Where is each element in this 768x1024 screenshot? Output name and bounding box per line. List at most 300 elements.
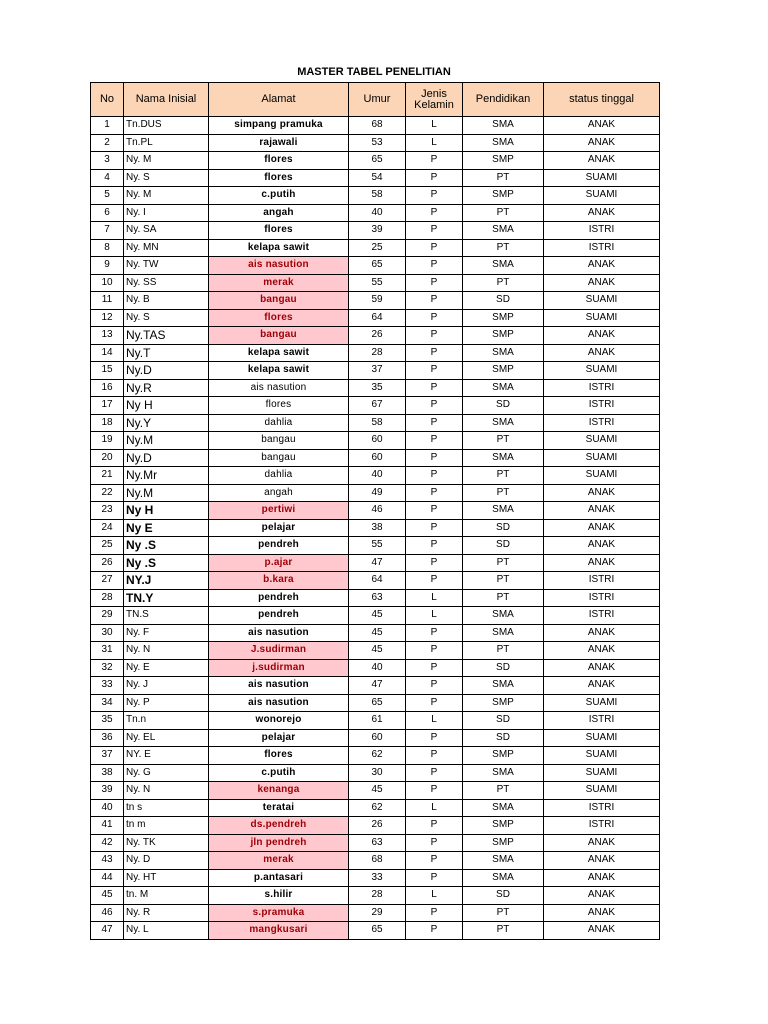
- row-nama-inisial: Ny. M: [124, 187, 209, 205]
- row-nama-inisial: Ny .S: [124, 537, 209, 555]
- row-nama-inisial: Ny. G: [124, 764, 209, 782]
- row-jenis-kelamin: P: [406, 834, 463, 852]
- row-umur: 60: [349, 449, 406, 467]
- row-alamat: flores: [209, 747, 349, 765]
- row-status-tinggal: ANAK: [544, 869, 660, 887]
- table-row: [91, 729, 660, 747]
- row-umur: 28: [349, 887, 406, 905]
- row-umur: 60: [349, 432, 406, 450]
- row-no: 26: [91, 554, 124, 572]
- row-alamat: ais nasution: [209, 677, 349, 695]
- row-no: 37: [91, 747, 124, 765]
- row-umur: 40: [349, 659, 406, 677]
- row-status-tinggal: ANAK: [544, 204, 660, 222]
- table-row: [91, 572, 660, 590]
- row-status-tinggal: ANAK: [544, 117, 660, 135]
- row-status-tinggal: SUAMI: [544, 694, 660, 712]
- row-nama-inisial: Ny. M: [124, 152, 209, 170]
- row-no: 25: [91, 537, 124, 555]
- header-jenis-kelamin-line2: Kelamin: [414, 98, 454, 111]
- row-jenis-kelamin: P: [406, 554, 463, 572]
- row-jenis-kelamin: P: [406, 869, 463, 887]
- row-nama-inisial: Tn.PL: [124, 134, 209, 152]
- row-pendidikan: SMA: [463, 449, 544, 467]
- row-jenis-kelamin: P: [406, 397, 463, 415]
- row-status-tinggal: ANAK: [544, 554, 660, 572]
- row-pendidikan: SD: [463, 519, 544, 537]
- row-no: 12: [91, 309, 124, 327]
- row-status-tinggal: SUAMI: [544, 187, 660, 205]
- row-status-tinggal: ANAK: [544, 922, 660, 940]
- table-row: [91, 659, 660, 677]
- row-jenis-kelamin: P: [406, 222, 463, 240]
- row-pendidikan: SMP: [463, 152, 544, 170]
- row-jenis-kelamin: P: [406, 257, 463, 275]
- row-umur: 61: [349, 712, 406, 730]
- row-umur: 37: [349, 362, 406, 380]
- row-jenis-kelamin: P: [406, 677, 463, 695]
- row-status-tinggal: SUAMI: [544, 747, 660, 765]
- row-alamat: pendreh: [209, 537, 349, 555]
- table-row: [91, 187, 660, 205]
- row-umur: 58: [349, 187, 406, 205]
- row-no: 8: [91, 239, 124, 257]
- table-row: [91, 607, 660, 625]
- row-alamat: flores: [209, 222, 349, 240]
- row-umur: 67: [349, 397, 406, 415]
- row-pendidikan: SMA: [463, 502, 544, 520]
- row-umur: 65: [349, 922, 406, 940]
- header-status-tinggal: status tinggal: [544, 83, 660, 117]
- row-status-tinggal: ISTRI: [544, 239, 660, 257]
- row-alamat: kelapa sawit: [209, 362, 349, 380]
- row-umur: 45: [349, 607, 406, 625]
- row-umur: 62: [349, 747, 406, 765]
- row-nama-inisial: Ny H: [124, 397, 209, 415]
- row-jenis-kelamin: P: [406, 537, 463, 555]
- row-jenis-kelamin: P: [406, 624, 463, 642]
- row-nama-inisial: Ny.Mr: [124, 467, 209, 485]
- row-status-tinggal: SUAMI: [544, 467, 660, 485]
- row-status-tinggal: SUAMI: [544, 169, 660, 187]
- row-status-tinggal: SUAMI: [544, 782, 660, 800]
- row-jenis-kelamin: P: [406, 204, 463, 222]
- row-jenis-kelamin: P: [406, 362, 463, 380]
- row-jenis-kelamin: P: [406, 449, 463, 467]
- table-row: [91, 134, 660, 152]
- row-umur: 63: [349, 834, 406, 852]
- row-nama-inisial: Ny H: [124, 502, 209, 520]
- row-umur: 30: [349, 764, 406, 782]
- row-pendidikan: SMP: [463, 747, 544, 765]
- row-jenis-kelamin: P: [406, 344, 463, 362]
- row-pendidikan: SMP: [463, 309, 544, 327]
- row-no: 10: [91, 274, 124, 292]
- table-row: [91, 397, 660, 415]
- table-row: [91, 344, 660, 362]
- row-alamat: J.sudirman: [209, 642, 349, 660]
- row-pendidikan: PT: [463, 204, 544, 222]
- table-row: [91, 677, 660, 695]
- row-pendidikan: SMP: [463, 362, 544, 380]
- row-pendidikan: SMP: [463, 834, 544, 852]
- row-alamat: bangau: [209, 292, 349, 310]
- row-jenis-kelamin: P: [406, 817, 463, 835]
- row-alamat: merak: [209, 852, 349, 870]
- row-no: 22: [91, 484, 124, 502]
- row-umur: 47: [349, 677, 406, 695]
- row-jenis-kelamin: P: [406, 904, 463, 922]
- table-row: [91, 117, 660, 135]
- table-row: [91, 922, 660, 940]
- row-pendidikan: SMA: [463, 869, 544, 887]
- row-alamat: bangau: [209, 327, 349, 345]
- row-jenis-kelamin: P: [406, 572, 463, 590]
- row-status-tinggal: ISTRI: [544, 589, 660, 607]
- row-nama-inisial: NY.J: [124, 572, 209, 590]
- row-no: 23: [91, 502, 124, 520]
- row-umur: 68: [349, 852, 406, 870]
- row-umur: 33: [349, 869, 406, 887]
- row-umur: 54: [349, 169, 406, 187]
- row-nama-inisial: Ny. MN: [124, 239, 209, 257]
- row-status-tinggal: SUAMI: [544, 292, 660, 310]
- row-alamat: dahlia: [209, 467, 349, 485]
- row-alamat: kelapa sawit: [209, 239, 349, 257]
- row-umur: 53: [349, 134, 406, 152]
- row-no: 31: [91, 642, 124, 660]
- row-jenis-kelamin: P: [406, 922, 463, 940]
- row-jenis-kelamin: L: [406, 589, 463, 607]
- row-alamat: ais nasution: [209, 694, 349, 712]
- row-alamat: s.pramuka: [209, 904, 349, 922]
- header-no: No: [91, 83, 124, 117]
- row-nama-inisial: Ny. N: [124, 782, 209, 800]
- row-nama-inisial: Ny. D: [124, 852, 209, 870]
- row-pendidikan: SMA: [463, 222, 544, 240]
- row-nama-inisial: Ny. EL: [124, 729, 209, 747]
- row-alamat: pendreh: [209, 589, 349, 607]
- row-nama-inisial: Ny. L: [124, 922, 209, 940]
- table-row: [91, 309, 660, 327]
- table-title: MASTER TABEL PENELITIAN: [297, 66, 451, 78]
- table-row: [91, 519, 660, 537]
- table-row: [91, 502, 660, 520]
- row-no: 39: [91, 782, 124, 800]
- row-status-tinggal: ANAK: [544, 134, 660, 152]
- row-alamat: s.hilir: [209, 887, 349, 905]
- row-pendidikan: SMP: [463, 694, 544, 712]
- row-nama-inisial: Ny. P: [124, 694, 209, 712]
- row-jenis-kelamin: P: [406, 414, 463, 432]
- row-umur: 39: [349, 222, 406, 240]
- row-nama-inisial: Ny. I: [124, 204, 209, 222]
- row-umur: 60: [349, 729, 406, 747]
- row-pendidikan: PT: [463, 572, 544, 590]
- row-status-tinggal: ANAK: [544, 904, 660, 922]
- row-status-tinggal: ANAK: [544, 624, 660, 642]
- row-no: 6: [91, 204, 124, 222]
- row-pendidikan: SD: [463, 729, 544, 747]
- row-jenis-kelamin: P: [406, 309, 463, 327]
- row-no: 16: [91, 379, 124, 397]
- row-nama-inisial: tn. M: [124, 887, 209, 905]
- row-nama-inisial: NY. E: [124, 747, 209, 765]
- row-pendidikan: SMA: [463, 624, 544, 642]
- row-jenis-kelamin: P: [406, 782, 463, 800]
- row-nama-inisial: Ny .S: [124, 554, 209, 572]
- row-umur: 65: [349, 152, 406, 170]
- row-status-tinggal: SUAMI: [544, 432, 660, 450]
- row-alamat: c.putih: [209, 187, 349, 205]
- row-jenis-kelamin: L: [406, 887, 463, 905]
- row-jenis-kelamin: P: [406, 169, 463, 187]
- row-alamat: merak: [209, 274, 349, 292]
- row-no: 43: [91, 852, 124, 870]
- row-no: 15: [91, 362, 124, 380]
- row-nama-inisial: Ny. E: [124, 659, 209, 677]
- row-nama-inisial: Ny E: [124, 519, 209, 537]
- row-nama-inisial: Ny.M: [124, 432, 209, 450]
- row-alamat: bangau: [209, 449, 349, 467]
- row-status-tinggal: ANAK: [544, 537, 660, 555]
- row-no: 14: [91, 344, 124, 362]
- row-no: 33: [91, 677, 124, 695]
- row-no: 28: [91, 589, 124, 607]
- row-umur: 26: [349, 327, 406, 345]
- row-status-tinggal: ANAK: [544, 274, 660, 292]
- row-umur: 45: [349, 642, 406, 660]
- header-nama-inisial: Nama Inisial: [124, 83, 209, 117]
- row-no: 18: [91, 414, 124, 432]
- row-status-tinggal: SUAMI: [544, 309, 660, 327]
- row-status-tinggal: ANAK: [544, 642, 660, 660]
- row-no: 29: [91, 607, 124, 625]
- row-umur: 26: [349, 817, 406, 835]
- row-pendidikan: SMP: [463, 327, 544, 345]
- row-jenis-kelamin: L: [406, 712, 463, 730]
- table-row: [91, 467, 660, 485]
- table-row: [91, 274, 660, 292]
- row-nama-inisial: tn m: [124, 817, 209, 835]
- row-no: 35: [91, 712, 124, 730]
- row-status-tinggal: ANAK: [544, 834, 660, 852]
- row-status-tinggal: ANAK: [544, 484, 660, 502]
- row-nama-inisial: Tn.DUS: [124, 117, 209, 135]
- row-alamat: pendreh: [209, 607, 349, 625]
- row-pendidikan: PT: [463, 432, 544, 450]
- row-pendidikan: PT: [463, 484, 544, 502]
- row-umur: 45: [349, 624, 406, 642]
- row-no: 34: [91, 694, 124, 712]
- table-row: [91, 764, 660, 782]
- row-pendidikan: SMA: [463, 117, 544, 135]
- row-alamat: b.kara: [209, 572, 349, 590]
- row-jenis-kelamin: P: [406, 152, 463, 170]
- row-umur: 64: [349, 309, 406, 327]
- row-umur: 65: [349, 694, 406, 712]
- row-pendidikan: SMA: [463, 414, 544, 432]
- row-jenis-kelamin: L: [406, 117, 463, 135]
- table-row: [91, 432, 660, 450]
- row-pendidikan: SD: [463, 397, 544, 415]
- row-jenis-kelamin: P: [406, 747, 463, 765]
- header-jenis-kelamin: [406, 83, 463, 117]
- row-status-tinggal: ISTRI: [544, 607, 660, 625]
- row-jenis-kelamin: P: [406, 239, 463, 257]
- row-alamat: angah: [209, 484, 349, 502]
- row-alamat: flores: [209, 152, 349, 170]
- row-alamat: mangkusari: [209, 922, 349, 940]
- row-nama-inisial: tn s: [124, 799, 209, 817]
- row-alamat: p.antasari: [209, 869, 349, 887]
- row-status-tinggal: SUAMI: [544, 729, 660, 747]
- row-umur: 58: [349, 414, 406, 432]
- row-jenis-kelamin: P: [406, 432, 463, 450]
- row-status-tinggal: ANAK: [544, 659, 660, 677]
- row-no: 4: [91, 169, 124, 187]
- row-nama-inisial: Ny.D: [124, 449, 209, 467]
- row-umur: 45: [349, 782, 406, 800]
- row-jenis-kelamin: P: [406, 327, 463, 345]
- row-umur: 38: [349, 519, 406, 537]
- row-alamat: pelajar: [209, 519, 349, 537]
- row-pendidikan: SMA: [463, 134, 544, 152]
- row-jenis-kelamin: P: [406, 519, 463, 537]
- row-umur: 47: [349, 554, 406, 572]
- row-alamat: p.ajar: [209, 554, 349, 572]
- row-status-tinggal: ISTRI: [544, 799, 660, 817]
- row-nama-inisial: Ny. F: [124, 624, 209, 642]
- table-row: [91, 554, 660, 572]
- row-no: 36: [91, 729, 124, 747]
- row-jenis-kelamin: P: [406, 642, 463, 660]
- row-pendidikan: SMA: [463, 677, 544, 695]
- row-status-tinggal: ANAK: [544, 887, 660, 905]
- row-jenis-kelamin: P: [406, 659, 463, 677]
- table-row: [91, 642, 660, 660]
- row-nama-inisial: Ny. N: [124, 642, 209, 660]
- row-alamat: pertiwi: [209, 502, 349, 520]
- row-nama-inisial: Ny. HT: [124, 869, 209, 887]
- row-status-tinggal: ANAK: [544, 852, 660, 870]
- table-header: [91, 83, 660, 117]
- row-jenis-kelamin: P: [406, 852, 463, 870]
- table-row: [91, 589, 660, 607]
- table-row: [91, 887, 660, 905]
- table-row: [91, 852, 660, 870]
- header-jenis-kelamin-line1: Jenis: [421, 87, 447, 100]
- row-pendidikan: SMA: [463, 344, 544, 362]
- row-pendidikan: PT: [463, 589, 544, 607]
- row-jenis-kelamin: P: [406, 484, 463, 502]
- row-jenis-kelamin: L: [406, 134, 463, 152]
- row-no: 38: [91, 764, 124, 782]
- row-jenis-kelamin: P: [406, 694, 463, 712]
- row-alamat: c.putih: [209, 764, 349, 782]
- row-status-tinggal: ANAK: [544, 257, 660, 275]
- row-pendidikan: PT: [463, 782, 544, 800]
- row-no: 3: [91, 152, 124, 170]
- row-pendidikan: PT: [463, 467, 544, 485]
- row-nama-inisial: TN.S: [124, 607, 209, 625]
- row-status-tinggal: ANAK: [544, 152, 660, 170]
- row-umur: 35: [349, 379, 406, 397]
- row-umur: 40: [349, 467, 406, 485]
- table-row: [91, 799, 660, 817]
- row-nama-inisial: Ny. SS: [124, 274, 209, 292]
- row-nama-inisial: Ny. J: [124, 677, 209, 695]
- row-no: 40: [91, 799, 124, 817]
- table-row: [91, 537, 660, 555]
- row-umur: 40: [349, 204, 406, 222]
- row-no: 30: [91, 624, 124, 642]
- row-umur: 46: [349, 502, 406, 520]
- row-nama-inisial: Ny. B: [124, 292, 209, 310]
- row-umur: 64: [349, 572, 406, 590]
- row-no: 27: [91, 572, 124, 590]
- row-jenis-kelamin: L: [406, 799, 463, 817]
- row-no: 45: [91, 887, 124, 905]
- row-status-tinggal: ISTRI: [544, 414, 660, 432]
- row-no: 13: [91, 327, 124, 345]
- row-nama-inisial: Ny. S: [124, 169, 209, 187]
- row-alamat: simpang pramuka: [209, 117, 349, 135]
- row-jenis-kelamin: P: [406, 467, 463, 485]
- row-status-tinggal: ISTRI: [544, 817, 660, 835]
- row-nama-inisial: Ny.T: [124, 344, 209, 362]
- row-umur: 68: [349, 117, 406, 135]
- row-pendidikan: SD: [463, 659, 544, 677]
- table-row: [91, 834, 660, 852]
- row-umur: 65: [349, 257, 406, 275]
- row-pendidikan: SMP: [463, 817, 544, 835]
- row-alamat: j.sudirman: [209, 659, 349, 677]
- row-alamat: pelajar: [209, 729, 349, 747]
- table-row: [91, 327, 660, 345]
- table-row: [91, 152, 660, 170]
- row-status-tinggal: ISTRI: [544, 397, 660, 415]
- row-nama-inisial: Ny. S: [124, 309, 209, 327]
- row-alamat: jln pendreh: [209, 834, 349, 852]
- row-umur: 62: [349, 799, 406, 817]
- row-nama-inisial: Ny. TW: [124, 257, 209, 275]
- row-no: 46: [91, 904, 124, 922]
- row-no: 47: [91, 922, 124, 940]
- row-umur: 55: [349, 537, 406, 555]
- table-row: [91, 712, 660, 730]
- table-row: [91, 694, 660, 712]
- row-status-tinggal: ISTRI: [544, 379, 660, 397]
- row-umur: 55: [349, 274, 406, 292]
- row-alamat: rajawali: [209, 134, 349, 152]
- row-status-tinggal: ANAK: [544, 519, 660, 537]
- row-alamat: ais nasution: [209, 624, 349, 642]
- row-pendidikan: PT: [463, 642, 544, 660]
- row-alamat: flores: [209, 169, 349, 187]
- row-pendidikan: PT: [463, 922, 544, 940]
- row-alamat: flores: [209, 397, 349, 415]
- table-row: [91, 747, 660, 765]
- row-alamat: kenanga: [209, 782, 349, 800]
- row-no: 5: [91, 187, 124, 205]
- header-pendidikan: Pendidikan: [463, 83, 544, 117]
- row-pendidikan: PT: [463, 554, 544, 572]
- row-status-tinggal: ANAK: [544, 344, 660, 362]
- table-row: [91, 782, 660, 800]
- table-row: [91, 379, 660, 397]
- row-status-tinggal: ANAK: [544, 677, 660, 695]
